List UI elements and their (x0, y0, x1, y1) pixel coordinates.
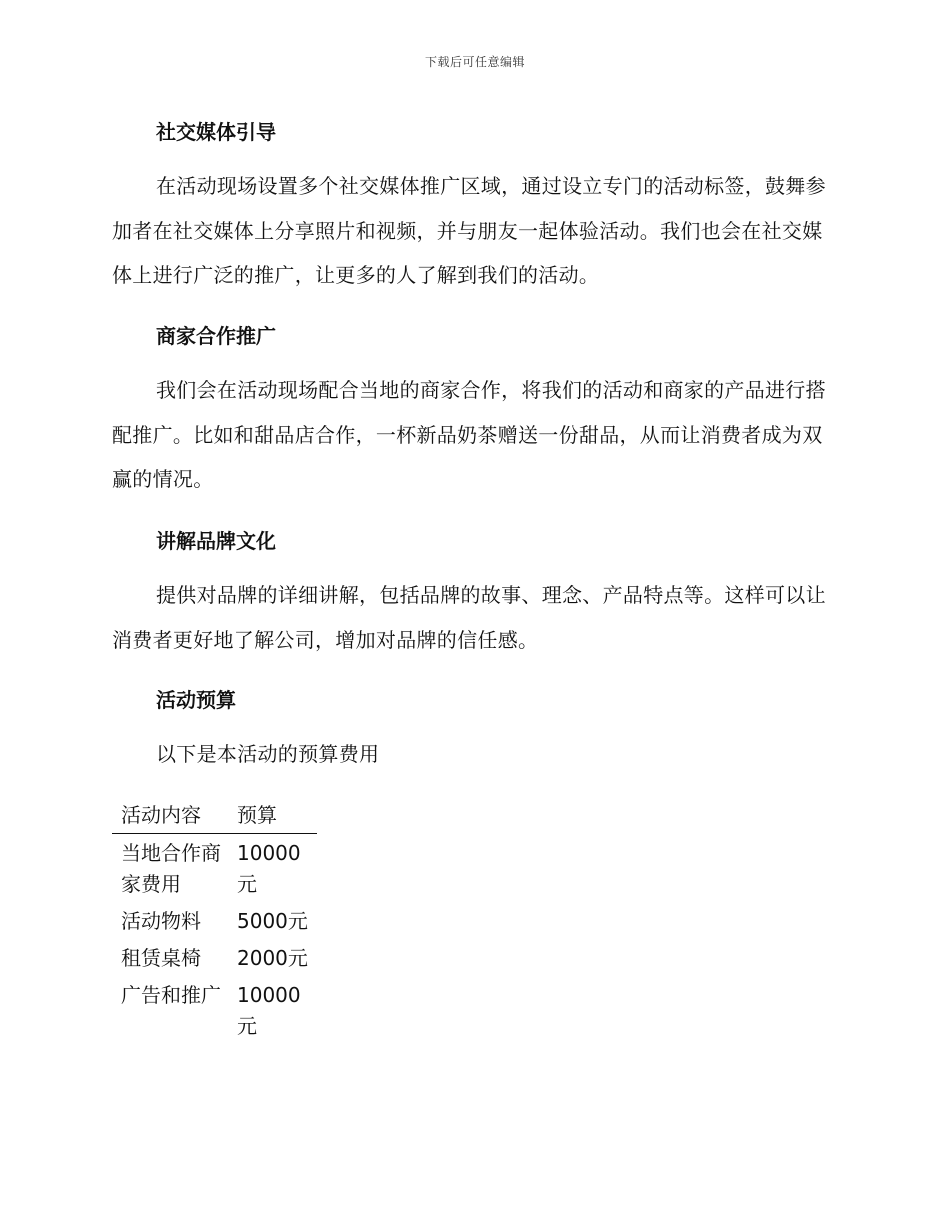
section-heading-budget: 活动预算 (156, 688, 236, 712)
cell-item: 租赁桌椅 (121, 946, 201, 970)
column-header-item: 活动内容 (112, 800, 227, 834)
page-header-note: 下载后可任意编辑 (424, 55, 525, 69)
cell-budget: 2000元 (237, 946, 308, 970)
section-body-budget-intro: 以下是本活动的预算费用 (156, 742, 380, 766)
cell-item: 当地合作商家费用 (121, 841, 221, 896)
section-heading-merchant-cooperation: 商家合作推广 (156, 324, 276, 348)
column-header-budget: 预算 (227, 800, 317, 834)
section-heading-social-media: 社交媒体引导 (156, 120, 276, 144)
table-header-row (112, 800, 317, 834)
section-body-social-media: 在活动现场设置多个社交媒体推广区域，通过设立专门的活动标签，鼓舞参加者在社交媒体上分享照片和视频，并与朋友一起体验活动。我们也会在社交媒体上进行广泛的推广，让更多的人了解到我们的活动。 (112, 174, 826, 287)
budget-table (112, 800, 317, 1044)
table-row (112, 976, 317, 1044)
cell-budget: 10000元 (237, 983, 301, 1038)
section-body-brand-culture: 提供对品牌的详细讲解，包括品牌的故事、理念、产品特点等。这样可以让消费者更好地了解公司，增加对品牌的信任感。 (112, 583, 826, 652)
table-row (112, 902, 317, 939)
table-row (112, 939, 317, 976)
cell-item: 活动物料 (121, 909, 201, 933)
table-row (112, 834, 317, 903)
cell-item: 广告和推广 (121, 983, 221, 1007)
cell-budget: 10000元 (237, 841, 301, 896)
cell-budget: 5000元 (237, 909, 308, 933)
section-heading-brand-culture: 讲解品牌文化 (156, 529, 276, 553)
section-body-merchant-cooperation: 我们会在活动现场配合当地的商家合作，将我们的活动和商家的产品进行搭配推广。比如和甜品店合作，一杯新品奶茶赠送一份甜品，从而让消费者成为双赢的情况。 (112, 378, 826, 491)
